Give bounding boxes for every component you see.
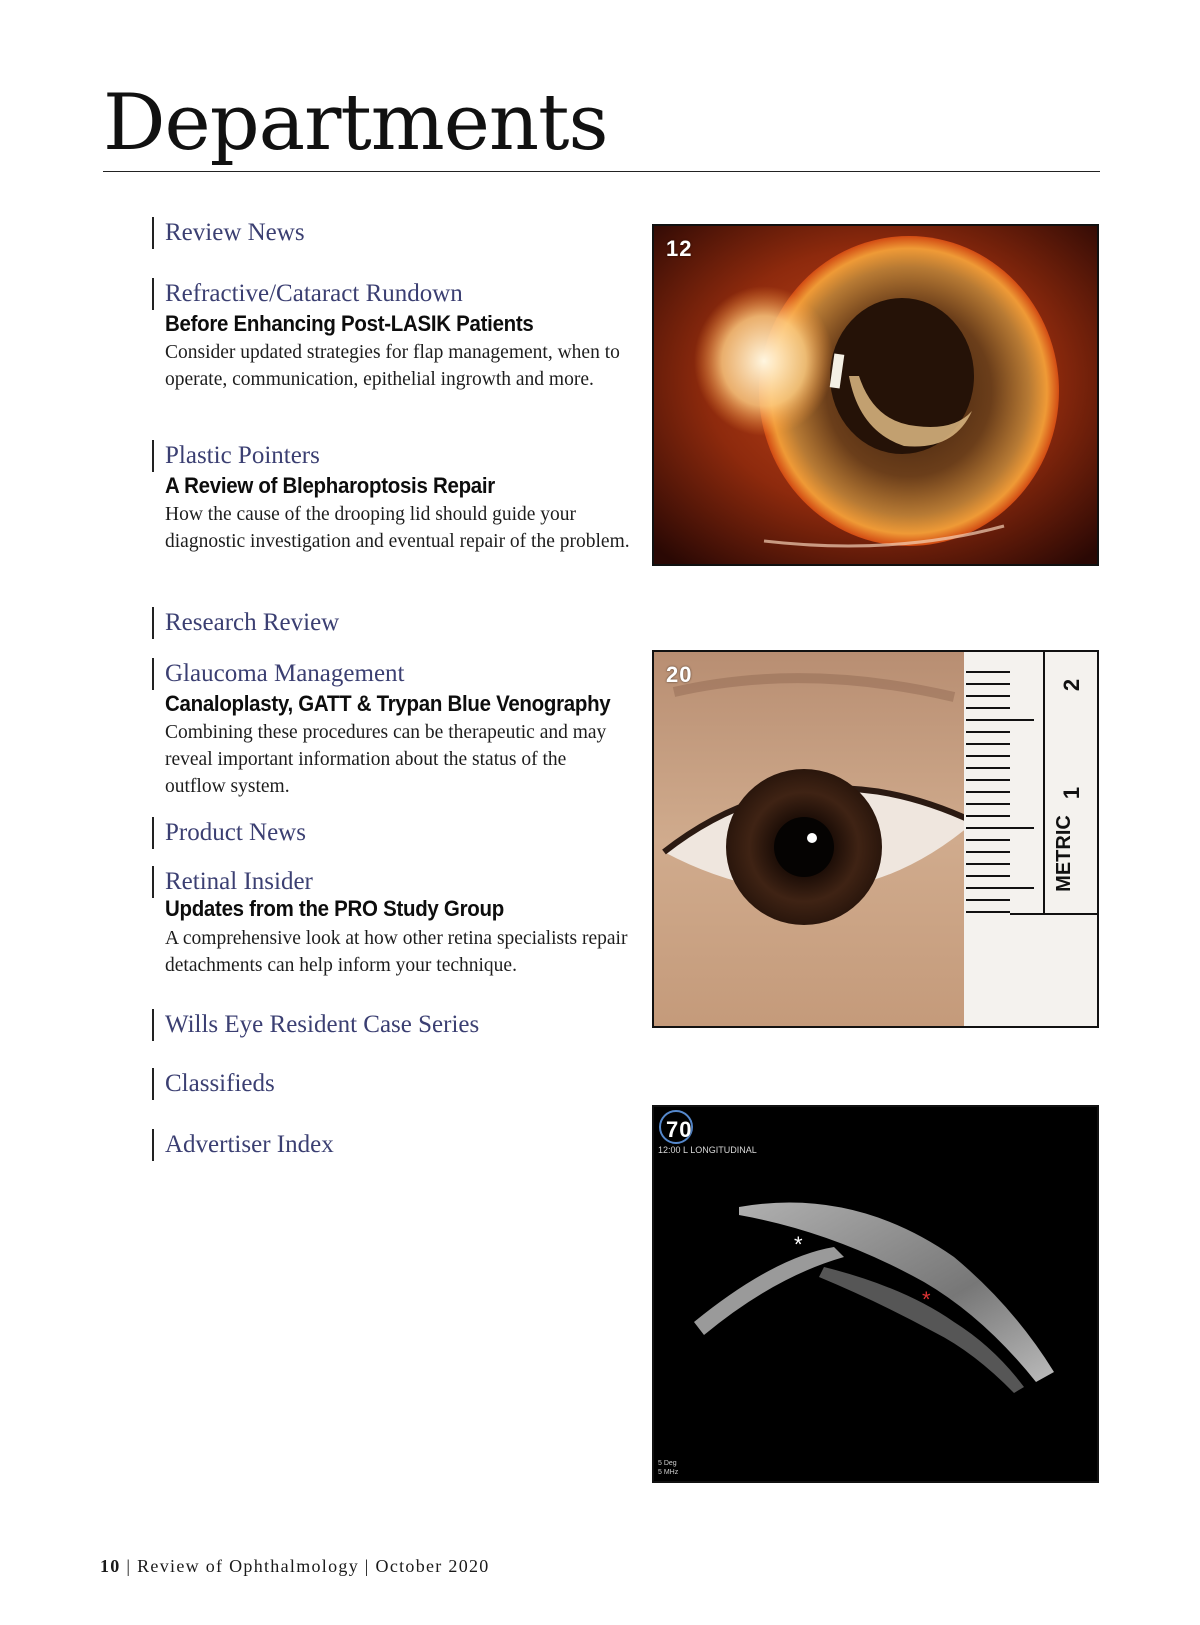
- divider-bar: [152, 440, 154, 472]
- article-description: Consider updated strategies for flap management, when to operate, communication, epithelial ingrowth and more.: [165, 342, 620, 390]
- svg-text:*: *: [922, 1287, 931, 1312]
- ultrasound-scan-photo: [652, 1105, 1099, 1483]
- divider-bar: [152, 1129, 154, 1161]
- svg-text:*: *: [794, 1232, 803, 1257]
- eye-slit-lamp-photo: [652, 224, 1099, 566]
- department-link[interactable]: Glaucoma Management: [165, 660, 405, 687]
- divider-bar: [152, 1009, 154, 1041]
- divider-bar: [152, 607, 154, 639]
- department-link[interactable]: Advertiser Index: [165, 1131, 334, 1158]
- divider-bar: [152, 278, 154, 310]
- department-link[interactable]: Retinal Insider: [165, 868, 313, 895]
- department-link[interactable]: Classifieds: [165, 1070, 275, 1097]
- divider-bar: [152, 658, 154, 690]
- eye-with-ruler-photo: [652, 650, 1099, 1028]
- department-link[interactable]: Refractive/Cataract Rundown: [165, 280, 463, 307]
- ultrasound-scan-illustration: [654, 1107, 1099, 1483]
- department-link[interactable]: Product News: [165, 819, 306, 846]
- page-footer: 10 | Review of Ophthalmology | October 2020: [100, 1556, 490, 1576]
- ruler-label: METRIC: [1052, 815, 1075, 892]
- department-link[interactable]: Research Review: [165, 609, 340, 636]
- ultrasound-degree: 5 Deg: [658, 1460, 677, 1467]
- divider-bar: [152, 217, 154, 249]
- figure-page-badge: 20: [666, 662, 693, 687]
- footer-page-number: 10: [100, 1556, 121, 1576]
- article-headline[interactable]: Before Enhancing Post-LASIK Patients: [165, 311, 534, 336]
- ruler-mark-2: 2: [1059, 678, 1085, 692]
- footer-issue: October 2020: [375, 1556, 490, 1576]
- figure-page-badge: 70: [666, 1117, 693, 1142]
- article-description: A comprehensive look at how other retina specialists repair detachments can help inform your technique.: [165, 928, 628, 976]
- figure-page-badge: 12: [666, 236, 693, 261]
- footer-publication: Review of Ophthalmology: [137, 1556, 359, 1576]
- department-link[interactable]: Wills Eye Resident Case Series: [165, 1011, 480, 1038]
- article-headline[interactable]: A Review of Blepharoptosis Repair: [165, 473, 495, 498]
- article-headline[interactable]: Canaloplasty, GATT & Trypan Blue Venography: [165, 691, 611, 716]
- article-headline[interactable]: Updates from the PRO Study Group: [165, 896, 504, 921]
- article-description: Combining these procedures can be therapeutic and may reveal important information about the status of the outflow system.: [165, 722, 607, 797]
- eye-with-ruler-illustration: [654, 652, 1099, 1028]
- ultrasound-frequency: 5 MHz: [658, 1469, 679, 1476]
- divider-bar: [152, 1068, 154, 1100]
- ruler-mark-1: 1: [1059, 786, 1085, 800]
- ultrasound-scan-label: 12:00 L LONGITUDINAL: [658, 1145, 757, 1155]
- divider-bar: [152, 817, 154, 849]
- department-link[interactable]: Plastic Pointers: [165, 442, 320, 469]
- article-description: How the cause of the drooping lid should guide your diagnostic investigation and eventual repair of the problem.: [165, 504, 630, 552]
- department-link[interactable]: Review News: [165, 219, 305, 246]
- divider-bar: [152, 866, 154, 898]
- eye-slit-lamp-illustration: [654, 226, 1099, 566]
- title-rule: [103, 171, 1100, 172]
- page-title: Departments: [103, 78, 608, 168]
- ultrasound-corner-info: [658, 1459, 678, 1477]
